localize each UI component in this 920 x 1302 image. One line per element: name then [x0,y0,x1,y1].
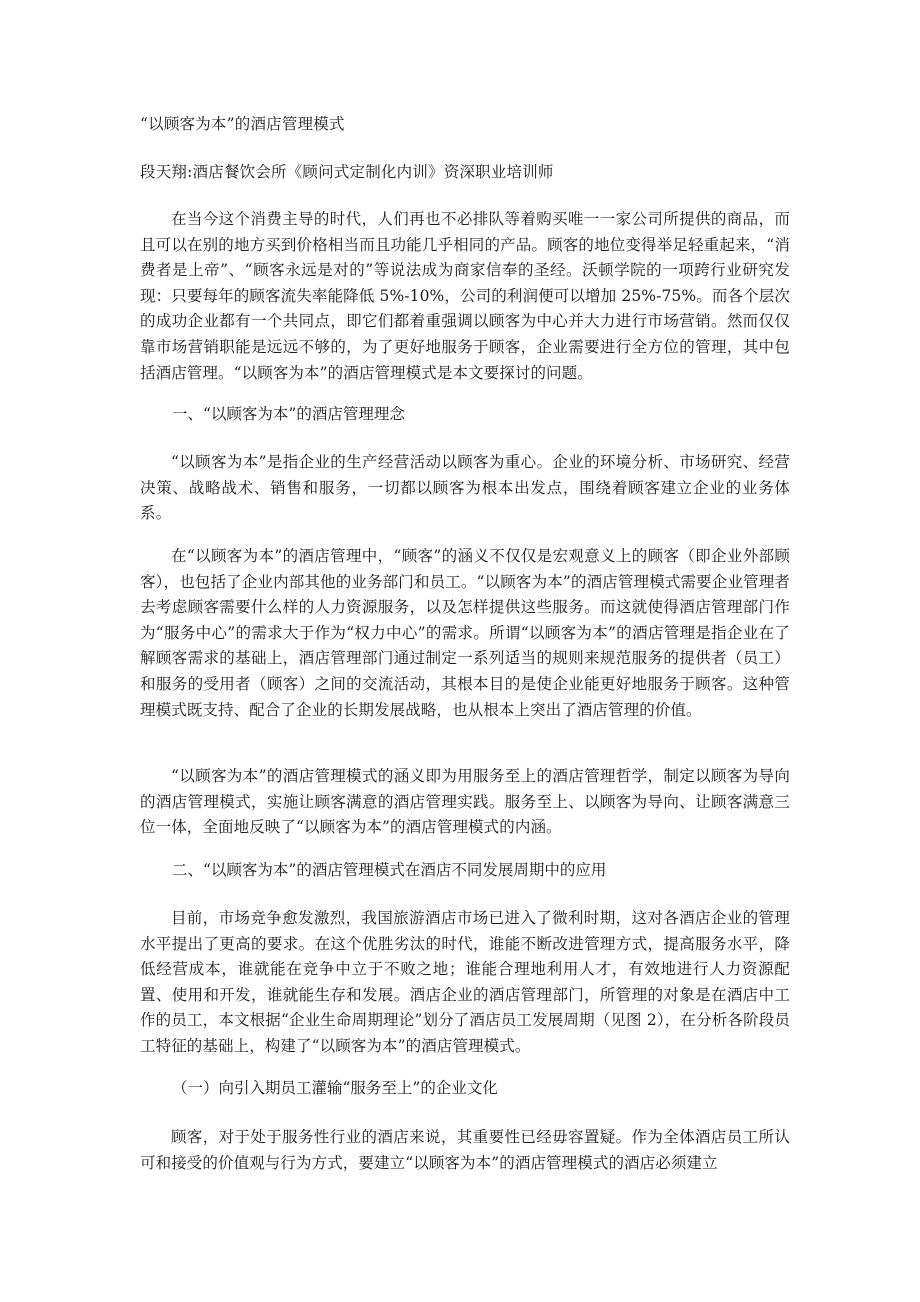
author-line: 段天翔:酒店餐饮会所《顾问式定制化内训》资深职业培训师 [140,163,554,181]
paragraph-text: 顾客，对于处于服务性行业的酒店来说，其重要性已经毋容置疑。作为全体酒店员工所认可和接受的价值观与行为方式，要建立“以顾客为本”的酒店管理模式的酒店必须建立 [140,1128,790,1172]
paragraph-application [140,906,790,1060]
subsection-heading-1: （一）向引入期员工灌输“服务至上”的企业文化 [172,1079,498,1097]
section-heading-2: 二、“以顾客为本”的酒店管理模式在酒店不同发展周期中的应用 [172,861,607,879]
paragraph-meaning [140,544,790,723]
paragraph-connotation [140,764,790,841]
paragraph-text: 目前，市场竞争愈发激烈，我国旅游酒店市场已进入了微利时期，这对各酒店企业的管理水平提出了更高的要求。在这个优胜劣汰的时代，谁能不断改进管理方式，提高服务水平，降低经营成本，谁就能在竞争中立于不败之地；谁能合理地利用人才，有效地进行人力资源配置、使用和开发，谁就能生存和发展。酒店企业的酒店管理部门，所管理的对象是在酒店中工作的员工，本文根据“企业生命周期理论”划分了酒店员工发展周期（见图 2），在分析各阶段员工特征的基础上，构建了“以顾客为本”的酒店管理模式。 [140,909,790,1055]
paragraph-intro [140,207,790,386]
document-title: “以顾客为本”的酒店管理模式 [140,115,345,133]
paragraph-text: “以顾客为本”的酒店管理模式的涵义即为用服务至上的酒店管理哲学，制定以顾客为导向的酒店管理模式，实施让顾客满意的酒店管理实践。服务至上、以顾客为导向、让顾客满意三位一体，全面地反映了“以顾客为本”的酒店管理模式的内涵。 [140,767,790,837]
paragraph-definition [140,450,790,527]
section-heading-1: 一、“以顾客为本”的酒店管理理念 [172,405,405,423]
paragraph-culture [140,1125,790,1176]
paragraph-text: “以顾客为本”是指企业的生产经营活动以顾客为重心。企业的环境分析、市场研究、经营决策、战略战术、销售和服务，一切都以顾客为根本出发点，围绕着顾客建立企业的业务体系。 [140,453,790,523]
paragraph-text: 在当今这个消费主导的时代，人们再也不必排队等着购买唯一一家公司所提供的商品，而且可以在别的地方买到价格相当而且功能几乎相同的产品。顾客的地位变得举足轻重起来，“消费者是上帝”、“顾客永远是对的”等说法成为商家信奉的圣经。沃顿学院的一项跨行业研究发现：只要每年的顾客流失率能降低 5%-10%，公司的利润便可以增加 25%-75%。而各个层次的成功企业都有一个共同点，即它们都着重强调以顾客为中心并大力进行市场营销。然而仅仅靠市场营销职能是远远不够的，为了更好地服务于顾客，企业需要进行全方位的管理，其中包括酒店管理。“以顾客为本”的酒店管理模式是本文要探讨的问题。 [140,210,790,382]
paragraph-text: 在“以顾客为本”的酒店管理中，“顾客”的涵义不仅仅是宏观意义上的顾客（即企业外部顾客），也包括了企业内部其他的业务部门和员工。“以顾客为本”的酒店管理模式需要企业管理者去考虑顾客需要什么样的人力资源服务，以及怎样提供这些服务。而这就使得酒店管理部门作为“服务中心”的需求大于作为“权力中心”的需求。所谓“以顾客为本”的酒店管理是指企业在了解顾客需求的基础上，酒店管理部门通过制定一系列适当的规则来规范服务的提供者（员工）和服务的受用者（顾客）之间的交流活动，其根本目的是使企业能更好地服务于顾客。这种管理模式既支持、配合了企业的长期发展战略，也从根本上突出了酒店管理的价值。 [140,547,790,719]
